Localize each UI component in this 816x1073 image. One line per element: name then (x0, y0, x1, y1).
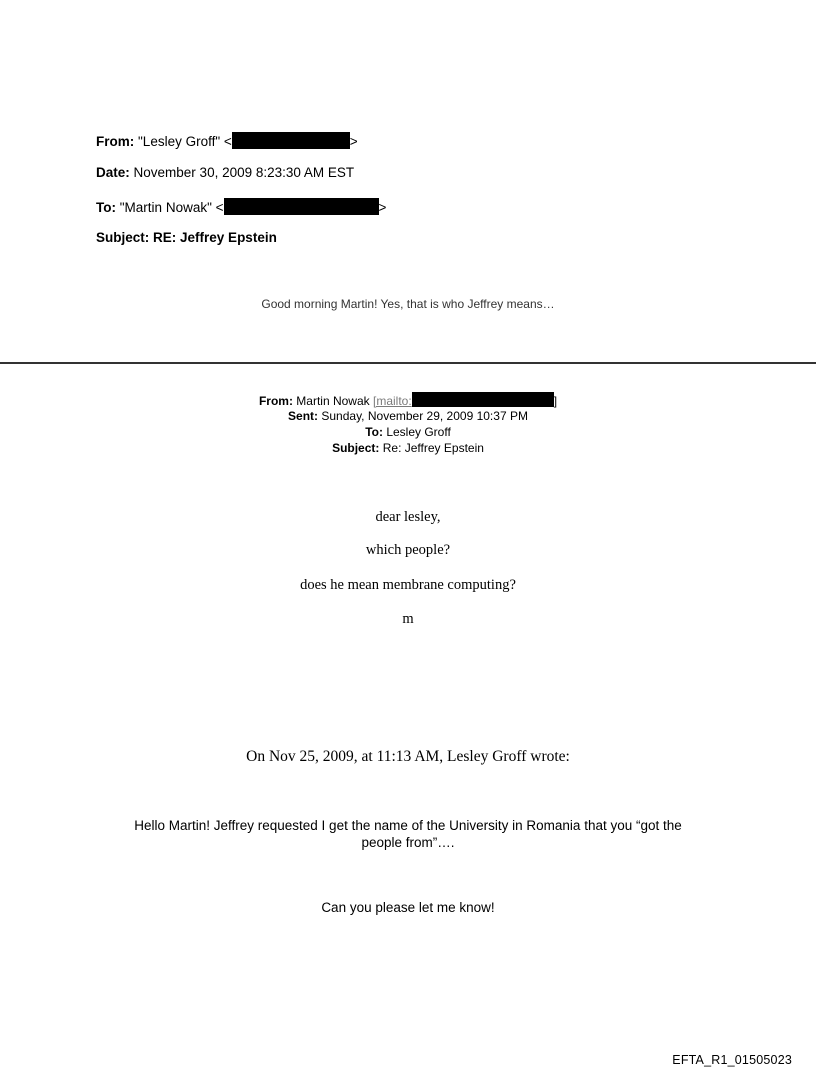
martin-line-4: m (402, 611, 414, 627)
fwd-sent-label: Sent: (288, 409, 319, 423)
martin-line-2: which people? (365, 542, 451, 558)
original-line-3: Can you please let me know! (321, 900, 495, 915)
from-label: From: (96, 134, 135, 149)
fwd-to-label: To: (365, 425, 383, 439)
redaction-block (224, 198, 379, 215)
fwd-sent (0, 408, 816, 424)
martin-line-3: does he mean membrane computing? (300, 577, 516, 593)
from-close: > (349, 134, 358, 149)
redaction-block (412, 392, 554, 407)
reply-body: Good morning Martin! Yes, that is who Jeffrey means… (261, 297, 555, 311)
header-date (96, 165, 354, 181)
fwd-from-value: Martin Nowak (296, 394, 370, 408)
fwd-subject (0, 440, 816, 456)
header-to (96, 198, 386, 216)
quote-intro: On Nov 25, 2009, at 11:13 AM, Lesley Groff wrote: (246, 748, 570, 765)
header-from (96, 132, 358, 150)
to-value: "Martin Nowak" < (119, 200, 224, 215)
fwd-from (0, 392, 816, 409)
header-subject (96, 230, 277, 246)
subject-value: RE: Jeffrey Epstein (153, 230, 277, 245)
document-id: EFTA_R1_01505023 (672, 1053, 792, 1067)
fwd-from-label: From: (258, 394, 293, 408)
fwd-subject-label: Subject: (332, 441, 380, 455)
fwd-subject-value: Re: Jeffrey Epstein (382, 441, 484, 455)
mailto-close: ] (553, 394, 558, 408)
original-line-2: people from”…. (361, 835, 455, 850)
fwd-to-value: Lesley Groff (386, 425, 451, 439)
date-value: November 30, 2009 8:23:30 AM EST (133, 165, 355, 180)
original-line-1: Hello Martin! Jeffrey requested I get the name of the University in Romania that you “got the (134, 818, 682, 833)
to-close: > (378, 200, 387, 215)
fwd-to (0, 424, 816, 440)
to-label: To: (96, 200, 116, 215)
martin-line-1: dear lesley, (375, 509, 441, 525)
fwd-sent-value: Sunday, November 29, 2009 10:37 PM (321, 409, 528, 423)
subject-label: Subject: (96, 230, 150, 245)
from-value: "Lesley Groff" < (138, 134, 232, 149)
redaction-block (232, 132, 350, 149)
mailto-link[interactable]: [mailto: (373, 394, 412, 408)
date-label: Date: (96, 165, 130, 180)
divider (0, 362, 816, 364)
